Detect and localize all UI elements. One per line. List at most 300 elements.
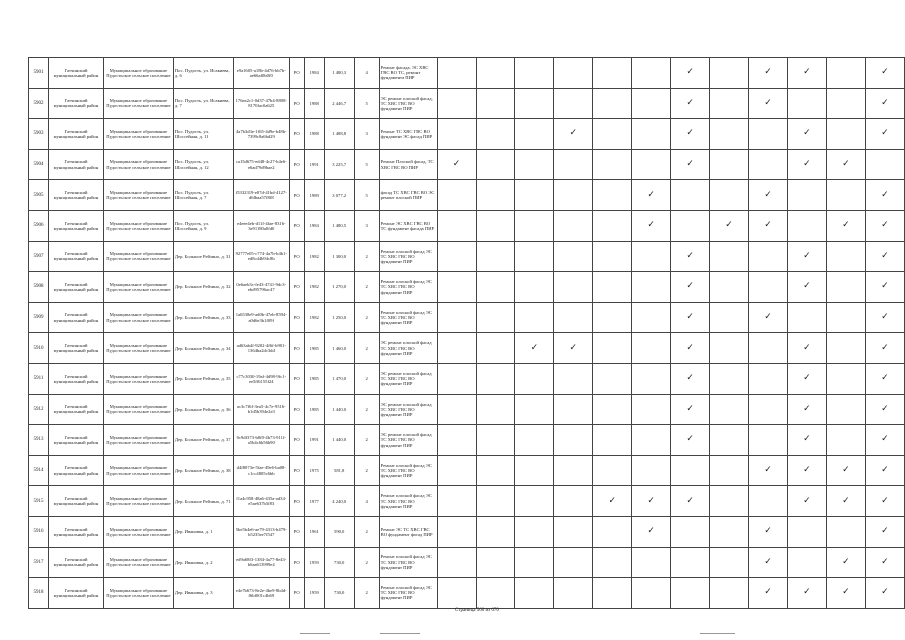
settlement-cell: Муниципальное образование Пудостьское сельское поселение (103, 394, 173, 425)
empty-cell (710, 363, 749, 394)
area-cell: 730,0 (324, 578, 354, 609)
empty-cell (437, 272, 476, 303)
checkmark-icon: ✓ (671, 58, 710, 89)
row-id: 5904 (29, 149, 49, 180)
empty-cell (749, 149, 788, 180)
empty-cell (515, 88, 554, 119)
empty-cell (476, 333, 515, 364)
district-cell: Гатчинский муниципальный район (48, 486, 103, 517)
empty-cell (710, 241, 749, 272)
address-cell: Дер. Ивановка, д. 2 (173, 547, 233, 578)
register-table (28, 57, 905, 609)
area-cell: 1 470,0 (324, 363, 354, 394)
method-cell: РО (289, 210, 304, 241)
row-id: 5911 (29, 363, 49, 394)
settlement-cell: Муниципальное образование Пудостьское сельское поселение (103, 88, 173, 119)
row-id: 5914 (29, 455, 49, 486)
checkmark-icon: ✓ (632, 486, 671, 517)
empty-cell (476, 516, 515, 547)
checkmark-icon: ✓ (515, 333, 554, 364)
empty-cell (437, 241, 476, 272)
address-cell: Дер. Большое Рейзино, д. 31 (173, 241, 233, 272)
address-cell: Пос. Пудость, ул. Исакиева, д. 6 (173, 58, 233, 89)
works-cell: Ремонт ЭС ХВС ГВС ВО ТС фундамент фасада ПИР (379, 210, 437, 241)
checkmark-icon: ✓ (749, 578, 788, 609)
empty-cell (593, 455, 632, 486)
works-cell: Ремонт Плоской фасад, ТС ХВС ГВС ВО ПИР (379, 149, 437, 180)
district-cell: Гатчинский муниципальный район (48, 180, 103, 211)
settlement-cell: Муниципальное образование Пудостьское сельское поселение (103, 302, 173, 333)
empty-cell (554, 547, 593, 578)
empty-cell (710, 149, 749, 180)
year-cell: 1984 (304, 58, 324, 89)
row-id: 5905 (29, 180, 49, 211)
district-cell: Гатчинский муниципальный район (48, 394, 103, 425)
checkmark-icon: ✓ (632, 180, 671, 211)
district-cell: Гатчинский муниципальный район (48, 272, 103, 303)
row-id: 5902 (29, 88, 49, 119)
empty-cell (437, 180, 476, 211)
floors-cell: 2 (354, 241, 379, 272)
empty-cell (476, 58, 515, 89)
address-cell: Пос. Пудость, ул. Шоссейная, д. 7 (173, 180, 233, 211)
checkmark-icon: ✓ (749, 180, 788, 211)
empty-cell (515, 180, 554, 211)
empty-cell (632, 455, 671, 486)
empty-cell (632, 302, 671, 333)
empty-cell (476, 547, 515, 578)
year-cell: 1991 (304, 149, 324, 180)
address-cell: Дер. Большое Рейзино, д. 34 (173, 333, 233, 364)
area-cell: 1 270,0 (324, 272, 354, 303)
empty-cell (476, 394, 515, 425)
empty-cell (632, 149, 671, 180)
checkmark-icon: ✓ (787, 333, 826, 364)
area-cell: 1 460,0 (324, 333, 354, 364)
checkmark-icon: ✓ (865, 58, 904, 89)
empty-cell (749, 119, 788, 150)
fias-code-cell: f5332319-e07d-41bd-4127-d6fbaa57f8f8 (233, 180, 289, 211)
empty-cell (632, 58, 671, 89)
checkmark-icon: ✓ (787, 578, 826, 609)
checkmark-icon: ✓ (671, 149, 710, 180)
district-cell: Гатчинский муниципальный район (48, 58, 103, 89)
fias-code-cell: e4e7b673-8e2e-4be9-8b4d-f6bf001c4b69 (233, 578, 289, 609)
row-id: 5907 (29, 241, 49, 272)
area-cell: 4 240,0 (324, 486, 354, 517)
works-cell: Ремонт плоской фасад ЭС ТС ХВС ГВС ВО фундамент ПИР (379, 455, 437, 486)
empty-cell (593, 241, 632, 272)
empty-cell (437, 363, 476, 394)
fias-code-cell: 0e6aeb3c-fe43-4741-9dc3-ebd95796ac47 (233, 272, 289, 303)
empty-cell (710, 58, 749, 89)
row-id: 5913 (29, 425, 49, 456)
area-cell: 2 446,7 (324, 88, 354, 119)
address-cell: Дер. Большое Рейзино, д. 32 (173, 272, 233, 303)
empty-cell (710, 547, 749, 578)
floors-cell: 2 (354, 547, 379, 578)
empty-cell (710, 88, 749, 119)
empty-cell (671, 547, 710, 578)
district-cell: Гатчинский муниципальный район (48, 516, 103, 547)
empty-cell (710, 425, 749, 456)
empty-cell (826, 241, 865, 272)
empty-cell (710, 516, 749, 547)
area-cell: 1 250,0 (324, 302, 354, 333)
empty-cell (593, 333, 632, 364)
empty-cell (554, 516, 593, 547)
empty-cell (437, 547, 476, 578)
checkmark-icon: ✓ (671, 241, 710, 272)
empty-cell (671, 455, 710, 486)
address-cell: Дер. Ивановка, д. 1 (173, 516, 233, 547)
checkmark-icon: ✓ (749, 455, 788, 486)
checkmark-icon: ✓ (865, 119, 904, 150)
table-row (29, 149, 905, 180)
empty-cell (710, 180, 749, 211)
floors-cell: 2 (354, 425, 379, 456)
method-cell: РО (289, 302, 304, 333)
year-cell: 1959 (304, 578, 324, 609)
floors-cell: 3 (354, 119, 379, 150)
empty-cell (437, 394, 476, 425)
checkmark-icon: ✓ (671, 363, 710, 394)
empty-cell (593, 302, 632, 333)
method-cell: РО (289, 455, 304, 486)
works-cell: Ремонт плоской фасад ЭС ТС ХВС ГВС ВО фундамент ПИР (379, 486, 437, 517)
floors-cell: 3 (354, 210, 379, 241)
works-cell: Ремонт ТС ХВС ГВС ВО фундамент ЭС фасад ПИР (379, 119, 437, 150)
area-cell: 581,8 (324, 455, 354, 486)
empty-cell (593, 58, 632, 89)
empty-cell (826, 333, 865, 364)
empty-cell (476, 272, 515, 303)
floors-cell: 5 (354, 180, 379, 211)
checkmark-icon: ✓ (710, 210, 749, 241)
checkmark-icon: ✓ (787, 486, 826, 517)
fias-code-cell: 5be5b4e6-ae79-4313-b479-b5235ee7f547 (233, 516, 289, 547)
checkmark-icon: ✓ (865, 363, 904, 394)
settlement-cell: Муниципальное образование Пудостьское сельское поселение (103, 333, 173, 364)
checkmark-icon: ✓ (554, 119, 593, 150)
empty-cell (515, 486, 554, 517)
address-cell: Дер. Большое Рейзино, д. 37 (173, 425, 233, 456)
empty-cell (749, 241, 788, 272)
empty-cell (865, 149, 904, 180)
settlement-cell: Муниципальное образование Пудостьское сельское поселение (103, 241, 173, 272)
empty-cell (787, 547, 826, 578)
checkmark-icon: ✓ (749, 210, 788, 241)
empty-cell (515, 241, 554, 272)
empty-cell (826, 119, 865, 150)
method-cell: РО (289, 88, 304, 119)
table-row (29, 180, 905, 211)
checkmark-icon: ✓ (749, 516, 788, 547)
district-cell: Гатчинский муниципальный район (48, 578, 103, 609)
empty-cell (554, 455, 593, 486)
checkmark-icon: ✓ (671, 272, 710, 303)
empty-cell (437, 210, 476, 241)
year-cell: 1989 (304, 180, 324, 211)
method-cell: РО (289, 272, 304, 303)
empty-cell (437, 119, 476, 150)
empty-cell (515, 578, 554, 609)
address-cell: Дер. Большое Рейзино, д. 35 (173, 363, 233, 394)
fias-code-cell: e9a1605-a18b-4d76-bb7b-ae66af0b0f0 (233, 58, 289, 89)
empty-cell (437, 88, 476, 119)
empty-cell (476, 455, 515, 486)
table-row (29, 363, 905, 394)
empty-cell (476, 210, 515, 241)
year-cell: 1982 (304, 302, 324, 333)
district-cell: Гатчинский муниципальный район (48, 455, 103, 486)
empty-cell (437, 425, 476, 456)
district-cell: Гатчинский муниципальный район (48, 149, 103, 180)
empty-cell (554, 180, 593, 211)
empty-cell (826, 363, 865, 394)
row-id: 5908 (29, 272, 49, 303)
empty-cell (710, 119, 749, 150)
empty-cell (632, 363, 671, 394)
row-id: 5903 (29, 119, 49, 150)
method-cell: РО (289, 516, 304, 547)
empty-cell (476, 302, 515, 333)
floors-cell: 2 (354, 302, 379, 333)
empty-cell (632, 333, 671, 364)
empty-cell (787, 180, 826, 211)
empty-cell (515, 210, 554, 241)
empty-cell (515, 363, 554, 394)
works-cell: Ремонт плоской фасад ЭС ТС ХВС ГВС ВО фундамент ПИР (379, 272, 437, 303)
settlement-cell: Муниципальное образование Пудостьское сельское поселение (103, 363, 173, 394)
empty-cell (554, 425, 593, 456)
empty-cell (787, 516, 826, 547)
empty-cell (476, 578, 515, 609)
table-row (29, 302, 905, 333)
method-cell: РО (289, 547, 304, 578)
fias-code-cell: ca15d675-ed48-4c27-b4e6-e6ad79d9bae2 (233, 149, 289, 180)
empty-cell (476, 363, 515, 394)
table-row (29, 119, 905, 150)
empty-cell (476, 149, 515, 180)
table-row (29, 88, 905, 119)
empty-cell (710, 333, 749, 364)
floors-cell: 4 (354, 486, 379, 517)
row-id: 5918 (29, 578, 49, 609)
empty-cell (826, 394, 865, 425)
checkmark-icon: ✓ (826, 210, 865, 241)
empty-cell (476, 88, 515, 119)
method-cell: РО (289, 578, 304, 609)
district-cell: Гатчинский муниципальный район (48, 88, 103, 119)
settlement-cell: Муниципальное образование Пудостьское сельское поселение (103, 578, 173, 609)
checkmark-icon: ✓ (671, 394, 710, 425)
empty-cell (593, 425, 632, 456)
empty-cell (787, 88, 826, 119)
district-cell: Гатчинский муниципальный район (48, 425, 103, 456)
empty-cell (671, 210, 710, 241)
empty-cell (593, 578, 632, 609)
method-cell: РО (289, 425, 304, 456)
checkmark-icon: ✓ (865, 333, 904, 364)
settlement-cell: Муниципальное образование Пудостьское сельское поселение (103, 210, 173, 241)
checkmark-icon: ✓ (632, 210, 671, 241)
empty-cell (671, 180, 710, 211)
checkmark-icon: ✓ (826, 547, 865, 578)
method-cell: РО (289, 119, 304, 150)
empty-cell (515, 149, 554, 180)
settlement-cell: Муниципальное образование Пудостьское сельское поселение (103, 149, 173, 180)
empty-cell (749, 394, 788, 425)
empty-cell (826, 425, 865, 456)
empty-cell (632, 547, 671, 578)
address-cell: Дер. Большое Рейзино, д. 71 (173, 486, 233, 517)
method-cell: РО (289, 58, 304, 89)
empty-cell (554, 394, 593, 425)
year-cell: 1959 (304, 547, 324, 578)
year-cell: 1985 (304, 333, 324, 364)
floors-cell: 2 (354, 578, 379, 609)
checkmark-icon: ✓ (865, 302, 904, 333)
works-cell: ЭС ремонт плоской фасад ТС ХВС ГВС ВО фундамент ПИР (379, 333, 437, 364)
area-cell: 3 077,2 (324, 180, 354, 211)
empty-cell (749, 272, 788, 303)
district-cell: Гатчинский муниципальный район (48, 547, 103, 578)
table-body (29, 58, 905, 609)
checkmark-icon: ✓ (671, 333, 710, 364)
empty-cell (476, 119, 515, 150)
row-id: 5910 (29, 333, 49, 364)
table-row (29, 486, 905, 517)
year-cell: 1991 (304, 425, 324, 456)
checkmark-icon: ✓ (632, 516, 671, 547)
table-row (29, 241, 905, 272)
empty-cell (593, 394, 632, 425)
district-cell: Гатчинский муниципальный район (48, 210, 103, 241)
empty-cell (554, 272, 593, 303)
method-cell: РО (289, 486, 304, 517)
fias-code-cell: e4eee4eb-d11f-4fae-8316-3e91180a0fd0 (233, 210, 289, 241)
empty-cell (515, 394, 554, 425)
year-cell: 1985 (304, 394, 324, 425)
works-cell: Ремонт плоской фасад ЭС ТС ХВС ГВС ВО фундамент ПИР (379, 578, 437, 609)
checkmark-icon: ✓ (826, 455, 865, 486)
empty-cell (437, 516, 476, 547)
settlement-cell: Муниципальное образование Пудостьское сельское поселение (103, 486, 173, 517)
fias-code-cell: 4a7b3d3e-1f65-4d9e-b48b-7399c8a6bd29 (233, 119, 289, 150)
empty-cell (554, 149, 593, 180)
empty-cell (554, 578, 593, 609)
works-cell: Ремонт фасада, ЭС ХВС ГВС ВО ТС, ремонт фундамента ПИР (379, 58, 437, 89)
empty-cell (826, 58, 865, 89)
address-cell: Пос. Пудость, ул. Шоссейная, д. 11 (173, 119, 233, 150)
empty-cell (515, 272, 554, 303)
empty-cell (593, 180, 632, 211)
address-cell: Пос. Пудость, ул. Шоссейная, д. 9 (173, 210, 233, 241)
row-id: 5916 (29, 516, 49, 547)
empty-cell (632, 272, 671, 303)
empty-cell (437, 486, 476, 517)
table-row (29, 425, 905, 456)
empty-cell (787, 302, 826, 333)
checkmark-icon: ✓ (865, 394, 904, 425)
table-row (29, 272, 905, 303)
floors-cell: 4 (354, 58, 379, 89)
fias-code-cell: d4f8073e-5fae-49e6-ba08-c1cc4805c6bb (233, 455, 289, 486)
year-cell: 1975 (304, 455, 324, 486)
empty-cell (554, 486, 593, 517)
year-cell: 1977 (304, 486, 324, 517)
works-cell: Ремонт ЭС ТС ХВС ГВС ВО фундамент фасад ПИР (379, 516, 437, 547)
fias-code-cell: ad63ab4f-9202-4f6f-b901-1364ba2dc3dd (233, 333, 289, 364)
empty-cell (476, 241, 515, 272)
row-id: 5912 (29, 394, 49, 425)
empty-cell (749, 425, 788, 456)
works-cell: ЭС ремонт плоской фасад ТС ХВС ГВС ВО фундамент ПИР (379, 394, 437, 425)
area-cell: 1 480,5 (324, 210, 354, 241)
method-cell: РО (289, 180, 304, 211)
empty-cell (826, 88, 865, 119)
year-cell: 1961 (304, 516, 324, 547)
empty-cell (632, 578, 671, 609)
address-cell: Пос. Пудость, ул. Шоссейная, д. 12 (173, 149, 233, 180)
empty-cell (437, 578, 476, 609)
district-cell: Гатчинский муниципальный район (48, 241, 103, 272)
checkmark-icon: ✓ (437, 149, 476, 180)
settlement-cell: Муниципальное образование Пудостьское сельское поселение (103, 425, 173, 456)
checkmark-icon: ✓ (826, 486, 865, 517)
empty-cell (476, 180, 515, 211)
fias-code-cell: ac3c7f6f-3ea5-4c7e-9516-b1d5b394e2e3 (233, 394, 289, 425)
floors-cell: 2 (354, 333, 379, 364)
empty-cell (710, 486, 749, 517)
empty-cell (554, 210, 593, 241)
empty-cell (554, 241, 593, 272)
year-cell: 1985 (304, 363, 324, 394)
checkmark-icon: ✓ (865, 455, 904, 486)
empty-cell (593, 210, 632, 241)
empty-cell (671, 516, 710, 547)
checkmark-icon: ✓ (749, 302, 788, 333)
district-cell: Гатчинский муниципальный район (48, 302, 103, 333)
address-cell: Пос. Пудость, ул. Исакиева, д. 7 (173, 88, 233, 119)
area-cell: 1 300,0 (324, 241, 354, 272)
empty-cell (749, 363, 788, 394)
empty-cell (787, 210, 826, 241)
fias-code-cell: ed9a68f3-1384-4a77-8e43-b6aa613999e4 (233, 547, 289, 578)
floors-cell: 2 (354, 455, 379, 486)
table-row (29, 578, 905, 609)
table-row (29, 455, 905, 486)
checkmark-icon: ✓ (749, 58, 788, 89)
settlement-cell: Муниципальное образование Пудостьское сельское поселение (103, 58, 173, 89)
page-footer: Страница 560 из 670 (455, 608, 499, 613)
empty-cell (826, 516, 865, 547)
checkmark-icon: ✓ (865, 425, 904, 456)
empty-cell (593, 363, 632, 394)
empty-cell (749, 333, 788, 364)
district-cell: Гатчинский муниципальный район (48, 363, 103, 394)
table-row (29, 210, 905, 241)
empty-cell (515, 119, 554, 150)
settlement-cell: Муниципальное образование Пудостьское сельское поселение (103, 547, 173, 578)
method-cell: РО (289, 333, 304, 364)
fias-code-cell: c77c3030-19af-4d98-9fc1-ee5ff6155f24 (233, 363, 289, 394)
checkmark-icon: ✓ (826, 578, 865, 609)
checkmark-icon: ✓ (671, 302, 710, 333)
empty-cell (515, 425, 554, 456)
empty-cell (437, 455, 476, 486)
